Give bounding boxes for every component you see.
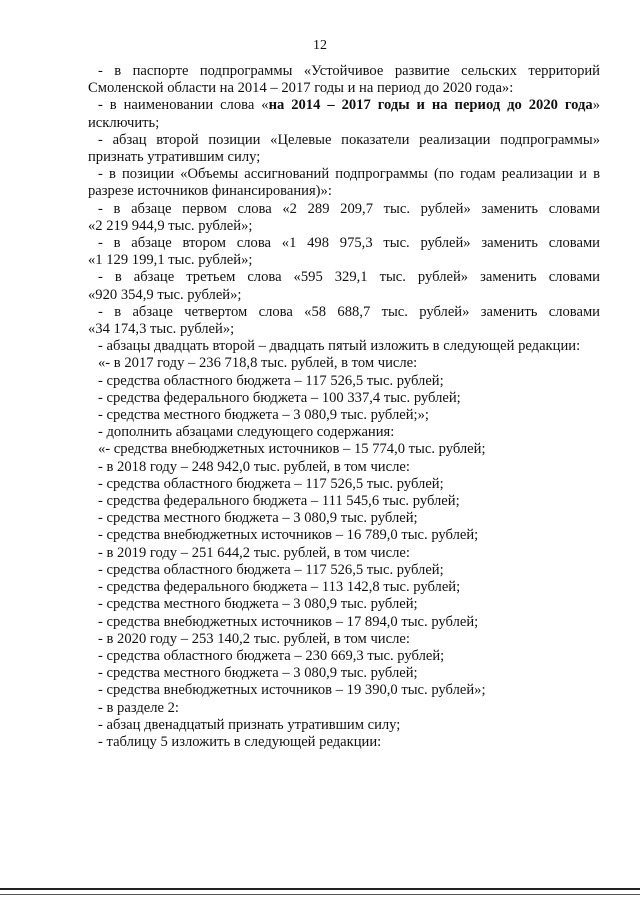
list-item: - средства федерального бюджета – 111 545,6 тыс. рублей;: [98, 493, 460, 510]
paragraph-first-line1: - в абзаце первом слова «2 289 209,7 тыс. рублей» заменить словами: [98, 200, 600, 217]
list-item: - таблицу 5 изложить в следующей редакции:: [98, 733, 382, 750]
paragraph-target-line1: - абзац второй позиции «Целевые показатели реализации подпрограммы»: [98, 131, 600, 148]
paragraph-third-line1: - в абзаце третьем слова «595 329,1 тыс. рублей» заменить словами: [98, 269, 600, 286]
paragraph-second-line2: «1 129 199,1 тыс. рублей»;: [88, 252, 253, 269]
list-item: - средства областного бюджета – 230 669,3 тыс. рублей;: [98, 647, 445, 664]
paragraph-name-line1: [88, 97, 600, 114]
paragraph-passport-line1: - в паспорте подпрограммы «Устойчивое развитие сельских территорий: [98, 63, 600, 79]
list-item: - в 2018 году – 248 942,0 тыс. рублей, в том числе:: [98, 458, 410, 475]
list-item: «- в 2017 году – 236 718,8 тыс. рублей, в том числе:: [98, 355, 418, 372]
list-item: - в 2019 году – 251 644,2 тыс. рублей, в том числе:: [98, 544, 410, 561]
paragraph-name-text: - в наименовании слова «: [98, 97, 269, 114]
list-item: - средства областного бюджета – 117 526,5 тыс. рублей;: [98, 475, 444, 492]
list-item: - абзац двенадцатый признать утратившим силу;: [98, 716, 401, 733]
document-body: [88, 63, 600, 751]
list-item: - средства федерального бюджета – 100 337,4 тыс. рублей;: [98, 389, 461, 406]
list-item: - дополнить абзацами следующего содержания:: [98, 424, 395, 441]
list-item: - средства местного бюджета – 3 080,9 тыс. рублей;: [98, 510, 418, 527]
list-item: - средства местного бюджета – 3 080,9 тыс. рублей;»;: [98, 407, 429, 424]
list-item: - в 2020 году – 253 140,2 тыс. рублей, в том числе:: [98, 630, 410, 647]
paragraph-name-close: »: [592, 97, 600, 114]
paragraph-target-line2: признать утратившим силу;: [88, 149, 261, 166]
paragraph-name-line2: исключить;: [88, 114, 160, 131]
bottom-border-line-secondary: [0, 894, 640, 895]
list-item: - средства областного бюджета – 117 526,5 тыс. рублей;: [98, 561, 444, 578]
list-item: - средства областного бюджета – 117 526,5 тыс. рублей;: [98, 372, 444, 389]
list-item: - средства внебюджетных источников – 19 390,0 тыс. рублей»;: [98, 682, 486, 699]
list-item: - в разделе 2:: [98, 699, 179, 716]
bottom-border-line: [0, 888, 640, 890]
paragraph-fourth-line1: - в абзаце четвертом слова «58 688,7 тыс. рублей» заменить словами: [98, 303, 600, 320]
list-item: - абзацы двадцать второй – двадцать пятый изложить в следующей редакции:: [98, 338, 581, 355]
paragraph-passport-line2: Смоленской области на 2014 – 2017 годы и на период до 2020 года»:: [88, 80, 514, 97]
paragraph-volume-line1: - в позиции «Объемы ассигнований подпрограммы (по годам реализации и в: [98, 166, 600, 183]
list-item: «- средства внебюджетных источников – 15 774,0 тыс. рублей;: [98, 441, 486, 458]
paragraph-first-line2: «2 219 944,9 тыс. рублей»;: [88, 217, 253, 234]
paragraph-third-line2: «920 354,9 тыс. рублей»;: [88, 286, 242, 303]
list-item: - средства федерального бюджета – 113 142,8 тыс. рублей;: [98, 579, 461, 596]
list-item: - средства местного бюджета – 3 080,9 тыс. рублей;: [98, 596, 418, 613]
paragraph-fourth-line2: «34 174,3 тыс. рублей»;: [88, 321, 235, 338]
list-item: - средства внебюджетных источников – 17 894,0 тыс. рублей;: [98, 613, 479, 630]
paragraph-name-bold: на 2014 – 2017 годы и на период до 2020 года: [268, 97, 593, 114]
page-number: 12: [313, 38, 327, 53]
paragraph-volume-line2: разрезе источников финансирования)»:: [88, 183, 332, 200]
list-item: - средства внебюджетных источников – 16 789,0 тыс. рублей;: [98, 527, 479, 544]
paragraph-second-line1: - в абзаце втором слова «1 498 975,3 тыс. рублей» заменить словами: [98, 235, 600, 252]
list-item: - средства местного бюджета – 3 080,9 тыс. рублей;: [98, 665, 418, 682]
